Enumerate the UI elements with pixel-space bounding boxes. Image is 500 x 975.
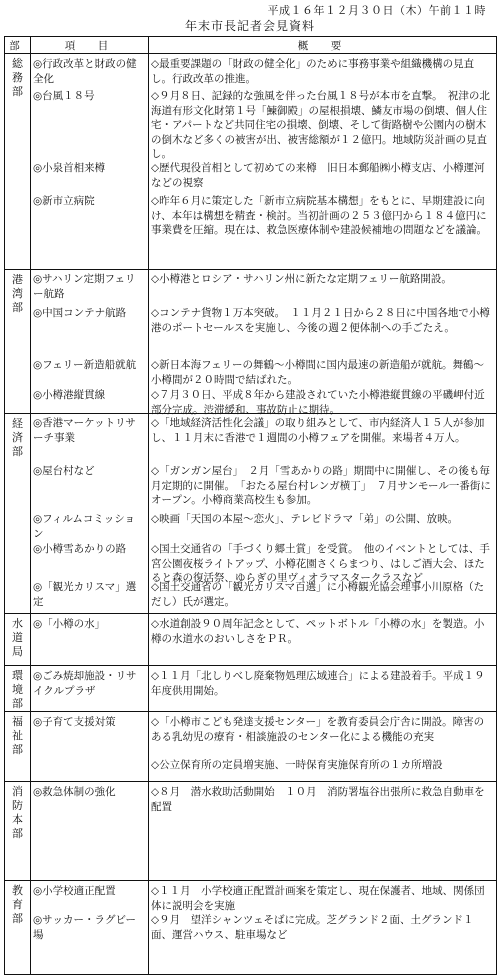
- press-briefing-table: [4, 36, 497, 975]
- section-row: [5, 881, 497, 975]
- dept-label: 教育部: [12, 884, 23, 925]
- item-title: ◎サッカー・ラグビー場: [33, 914, 137, 941]
- item-summary: ◇「小樽市こども発達支援センター」を教育委員会庁舎に開設。障害のある乳幼児の療育・相談施設のセンター化による機能の充実: [151, 716, 485, 743]
- dept-label: 経済部: [12, 417, 23, 458]
- item-title: ◎小泉首相来樽: [33, 162, 106, 174]
- section-row: [5, 270, 497, 414]
- section-row: [5, 614, 497, 666]
- item-summary: ◇昨年６月に策定した「新市立病院基本構想」をもとに、早期建設に向け、本年は構想を精査・検討。当初計画の２５３億円から１８４億円に事業費を圧縮。現在は、救急医療体制や建設候補地の問題などを議論。: [151, 195, 487, 236]
- section-row: [5, 782, 497, 881]
- dept-cell: [5, 712, 31, 782]
- dept-label: 総務部: [12, 57, 23, 98]
- item-summary: ◇コンテナ貨物１万本突破。 １１月２１日から２８日に中国各地で小樽港のポートセールスを実施し、今後の週２便体制への手ごたえ。: [151, 307, 490, 334]
- item-summary: ◇最重要課題の「財政の健全化」のために事務事業や組織機構の見直し。行政改革の推進。: [151, 58, 475, 85]
- dept-cell: [5, 54, 31, 270]
- item-title: ◎台風１８号: [33, 90, 95, 102]
- item-title: ◎香港マーケットリサーチ事業: [33, 417, 136, 444]
- header-dept: 部: [5, 37, 31, 54]
- item-summary: ◇国土交通省の「手づくり郷土賞」を受賞。 他のイベントとしては、手宮公園夜桜ライトアップ、小樽花園さくらまつり、はしご酒大会、ほたると森の復活祭、ゆらぎの里ヴィオラマスタークラスなど: [151, 543, 490, 584]
- item-summary: ◇映画「天国の本屋～恋火」、テレビドラマ「弟」の公開、放映。: [151, 513, 459, 525]
- item-summary: ◇国土交通省の「観光カリスマ百選」に小樽観光協会理事小川原格（ただし）氏が選定。: [151, 581, 485, 608]
- document-date: 平成１６年１２月３０日（木）午前１１時: [267, 4, 486, 17]
- item-summary: ◇公立保育所の定員増実施、一時保育実施保育所の１カ所増設: [151, 759, 443, 771]
- item-summary: ◇１１月 小学校適正配置計画案を策定し、現在保護者、地域、関係団体に説明会を実施: [151, 885, 485, 912]
- item-title: ◎救急体制の強化: [33, 786, 116, 798]
- item-summary: ◇１１月「北しりべし廃棄物処理広域連合」による建設着手。平成１９年度供用開始。: [151, 670, 485, 697]
- item-title: ◎小樽港縦貫線: [33, 389, 106, 401]
- item-title: ◎行政改革と財政の健全化: [33, 58, 137, 85]
- item-summary: ◇小樽港とロシア・サハリン州に新たな定期フェリー航路開設。: [151, 273, 452, 285]
- item-cell: [31, 54, 149, 270]
- item-cell: [31, 712, 149, 782]
- item-title: ◎中国コンテナ航路: [33, 307, 127, 319]
- section-row: [5, 666, 497, 712]
- summary-cell: [149, 666, 497, 712]
- summary-cell: [149, 270, 497, 414]
- item-title: ◎小学校適正配置: [33, 885, 116, 897]
- summary-cell: [149, 712, 497, 782]
- item-title: ◎子育て支援対策: [33, 716, 116, 728]
- item-title: ◎フィルムコミッション: [33, 513, 135, 540]
- item-title: ◎小樽雪あかりの路: [33, 543, 127, 555]
- item-title: ◎「観光カリスマ」選定: [33, 581, 137, 608]
- dept-label: 福祉部: [12, 715, 23, 756]
- item-summary: ◇「ガンガン屋台」 ２月「雪あかりの路」期間中に開催し、その後も毎月定期的に開催。 「おたる屋台村レンガ横丁」 ７月サンモール一番街にオープン。小樽商業高校生も参加。: [151, 465, 491, 506]
- item-title: ◎新市立病院: [33, 195, 95, 207]
- summary-cell: [149, 414, 497, 614]
- item-cell: [31, 881, 149, 975]
- dept-cell: [5, 270, 31, 414]
- item-summary: ◇新日本海フェリーの舞鶴～小樽間に国内最速の新造船が就航。舞鶴～小樽間が２０時間で結ばれた。: [151, 359, 485, 386]
- dept-label: 消防本部: [12, 785, 23, 840]
- item-cell: [31, 270, 149, 414]
- dept-cell: [5, 881, 31, 975]
- item-summary: ◇９月 望洋シャンツェそばに完成。芝グランド２面、土グランド１面、運営ハウス、駐車場など: [151, 914, 474, 941]
- summary-cell: [149, 782, 497, 881]
- document-title: 年末市長記者会見資料: [184, 19, 315, 33]
- header-item: 項 目: [31, 37, 149, 54]
- section-row: [5, 54, 497, 270]
- item-cell: [31, 414, 149, 614]
- section-row: [5, 414, 497, 614]
- dept-cell: [5, 414, 31, 614]
- item-title: ◎「小樽の水」: [33, 618, 106, 630]
- item-summary: ◇歴代現役首相として初めての来樽 旧日本郵船㈱小樽支店、小樽運河などの視察: [151, 162, 485, 189]
- section-row: [5, 712, 497, 782]
- item-title: ◎ごみ焼却施設・リサイクルプラザ: [33, 670, 137, 697]
- summary-cell: [149, 614, 497, 666]
- dept-label: 水道局: [12, 617, 23, 658]
- item-summary: ◇８月 潜水救助活動開始 １０月 消防署塩谷出張所に救急自動車を配置: [151, 786, 485, 813]
- item-cell: [31, 666, 149, 712]
- item-cell: [31, 782, 149, 881]
- dept-cell: [5, 666, 31, 712]
- summary-cell: [149, 881, 497, 975]
- dept-cell: [5, 614, 31, 666]
- item-summary: ◇水道創設９０周年記念として、ペットボトル「小樽の水」を製造。小樽の水道水のおいしさをＰＲ。: [151, 618, 485, 645]
- summary-cell: [149, 54, 497, 270]
- dept-label: 港湾部: [12, 273, 23, 314]
- dept-label: 環境部: [12, 669, 23, 710]
- item-title: ◎フェリー新造船就航: [33, 359, 137, 371]
- dept-cell: [5, 782, 31, 881]
- item-title: ◎屋台村など: [33, 465, 95, 477]
- item-summary: ◇９月８日、記録的な強風を伴った台風１８号が本市を直撃。 祝津の北海道有形文化財第１号「鰊御殿」の屋根損壊、鱗友市場の倒壊、個人住宅・アパートなど共同住宅の損壊、倒壊、そして街路樹や公園内の樹木の倒木など多くの被害が出、被害総額が１２億円。地域防災計画の見直し。: [151, 90, 490, 160]
- item-summary: ◇７月３０日、平成８年から建設されていた小樽港縦貫線の平磯岬付近部分完成。渋滞緩和、事故防止に期待。: [151, 389, 485, 416]
- item-cell: [31, 614, 149, 666]
- header-summary: 概 要: [149, 37, 497, 54]
- item-title: ◎サハリン定期フェリー航路: [33, 273, 136, 300]
- item-summary: ◇「地域経済活性化会議」の取り組みとして、市内経済人１５人が参加し、１１月末に香港で１週間の小樽フェアを開催。来場者４万人。: [151, 417, 485, 444]
